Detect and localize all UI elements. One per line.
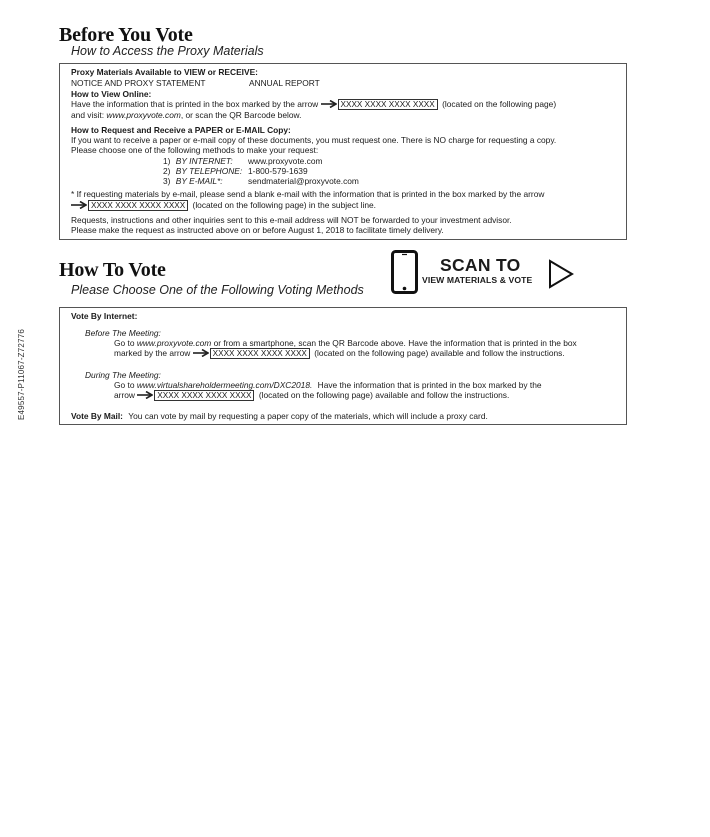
- method-label: BY INTERNET:: [175, 156, 233, 166]
- voting-methods-box: [59, 307, 627, 425]
- method-internet-value[interactable]: www.proxyvote.com: [248, 156, 323, 166]
- doc-notice-proxy: NOTICE AND PROXY STATEMENT: [71, 78, 206, 88]
- internet-heading: Vote By Internet:: [71, 311, 138, 321]
- before-meeting-line1: [114, 338, 577, 348]
- before-meeting-label: Before The Meeting:: [85, 328, 161, 338]
- scan-to-label: SCAN TO: [440, 255, 521, 275]
- method-num: 3): [163, 176, 171, 186]
- mail-text: You can vote by mail by requesting a paper copy of the materials, which will include a proxy card.: [128, 411, 488, 421]
- before-meeting-line2-pre: marked by the arrow: [114, 348, 191, 358]
- during-meeting-line2-post: (located on the following page) available and follow the instructions.: [258, 390, 510, 400]
- method-num: 2): [163, 166, 171, 176]
- method-internet: [163, 156, 233, 166]
- control-number-box: XXXX XXXX XXXX XXXX: [88, 200, 188, 211]
- during-meeting-line1: [114, 380, 542, 390]
- control-number-box: XXXX XXXX XXXX XXXX: [210, 348, 310, 359]
- available-heading: Proxy Materials Available to VIEW or RECEIVE:: [71, 67, 258, 77]
- during-meeting-line2-pre: arrow: [114, 390, 135, 400]
- request-line1: If you want to receive a paper or e-mail copy of these documents, you must request one. There is NO charge for requesting a copy.: [71, 135, 557, 145]
- online-line1: [71, 99, 556, 110]
- virtual-meeting-link[interactable]: www.virtualshareholdermeeting.com/DXC2018.: [136, 380, 313, 390]
- how-to-vote-subtitle: Please Choose One of the Following Voting Methods: [71, 283, 364, 297]
- arrow-right-icon: [137, 391, 153, 399]
- arrow-right-icon: [71, 201, 87, 209]
- online-line1-post: (located on the following page): [442, 99, 557, 109]
- smartphone-icon: [391, 250, 419, 295]
- online-line1-text: Have the information that is printed in the box marked by the arrow: [71, 99, 319, 109]
- during-meeting-line1-post: Have the information that is printed in the box marked by the: [317, 380, 542, 390]
- vote-by-mail: [71, 411, 488, 421]
- email-note-line2: [71, 200, 376, 211]
- method-telephone-value[interactable]: 1-800-579-1639: [248, 166, 308, 176]
- mail-heading: Vote By Mail:: [71, 411, 123, 421]
- method-label: BY E-MAIL*:: [175, 176, 223, 186]
- before-meeting-line2: [114, 348, 565, 359]
- method-email-value[interactable]: sendmaterial@proxyvote.com: [248, 176, 359, 186]
- online-line2-pre: and visit:: [71, 110, 105, 120]
- play-arrow-icon: [548, 259, 574, 289]
- document-id-code: E49557-P11067-Z72776: [17, 328, 27, 421]
- arrow-right-icon: [321, 100, 337, 108]
- control-number-box: XXXX XXXX XXXX XXXX: [338, 99, 438, 110]
- proxyvote-link[interactable]: www.proxyvote.com: [136, 338, 212, 348]
- deadline-note: Please make the request as instructed above on or before August 1, 2018 to facilitate timely delivery.: [71, 225, 444, 235]
- online-heading: How to View Online:: [71, 89, 152, 99]
- email-note-line2-post: (located on the following page) in the subject line.: [192, 200, 376, 210]
- before-meeting-go: Go to: [114, 338, 135, 348]
- during-meeting-line2: [114, 390, 509, 401]
- method-email: [163, 176, 223, 186]
- method-label: BY TELEPHONE:: [175, 166, 243, 176]
- method-telephone: [163, 166, 242, 176]
- method-num: 1): [163, 156, 171, 166]
- arrow-right-icon: [193, 349, 209, 357]
- requests-note: Requests, instructions and other inquiries sent to this e-mail address will NOT be forwarded to your investment advisor.: [71, 215, 512, 225]
- before-vote-title: Before You Vote: [59, 24, 193, 46]
- proxy-materials-box: [59, 63, 627, 240]
- before-vote-subtitle: How to Access the Proxy Materials: [71, 44, 264, 58]
- before-meeting-line2-post: (located on the following page) available and follow the instructions.: [314, 348, 565, 358]
- proxyvote-link[interactable]: www.proxyvote.com: [106, 110, 181, 120]
- during-meeting-label: During The Meeting:: [85, 370, 161, 380]
- request-line2: Please choose one of the following methods to make your request:: [71, 145, 319, 155]
- during-meeting-go: Go to: [114, 380, 135, 390]
- online-line2-post: , or scan the QR Barcode below.: [180, 110, 302, 120]
- control-number-box: XXXX XXXX XXXX XXXX: [154, 390, 254, 401]
- request-heading: How to Request and Receive a PAPER or E-MAIL Copy:: [71, 125, 291, 135]
- before-meeting-line1-post: or from a smartphone, scan the QR Barcode above. Have the information that is printed in the box: [213, 338, 577, 348]
- email-note-line1: * If requesting materials by e-mail, please send a blank e-mail with the information that is printed in the box marked by the arrow: [71, 189, 545, 199]
- online-line2: [71, 110, 301, 120]
- scan-to-sublabel: VIEW MATERIALS & VOTE: [422, 275, 533, 285]
- doc-annual-report: ANNUAL REPORT: [249, 78, 320, 88]
- how-to-vote-title: How To Vote: [59, 259, 166, 281]
